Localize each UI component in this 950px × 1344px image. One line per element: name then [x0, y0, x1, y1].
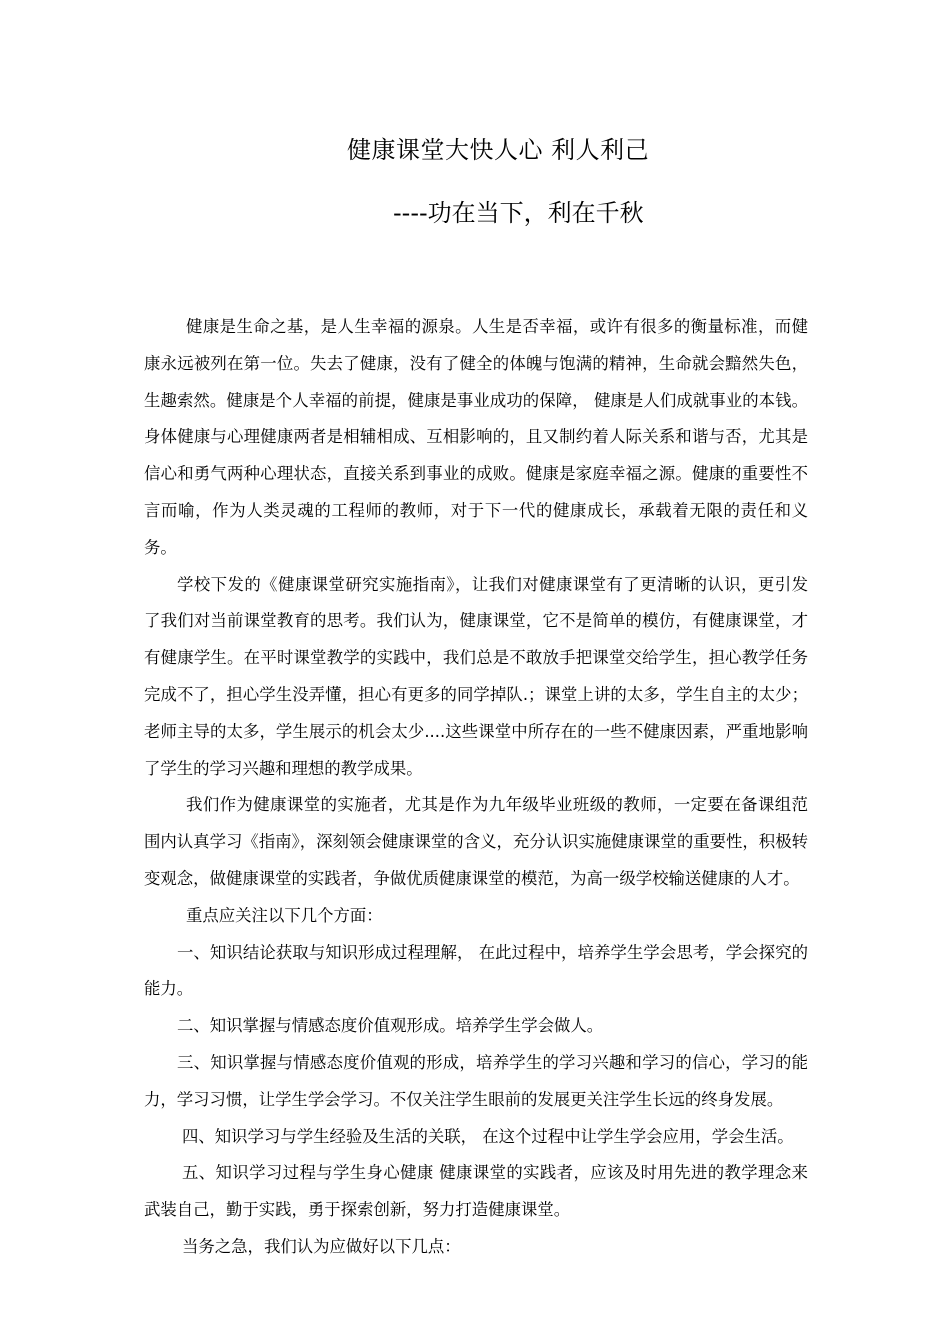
- document-body: [144, 309, 808, 1266]
- list-item-four: 四、知识学习与学生经验及生活的关联， 在这个过程中让学生学会应用，学会生活。: [182, 1126, 794, 1146]
- document-subtitle: ----功在当下，利在千秋: [393, 199, 644, 227]
- paragraph-implementers: 我们作为健康课堂的实施者，尤其是作为九年级毕业班级的教师，一定要在备课组范围内认真学习《指南》，深刻领会健康课堂的含义，充分认识实施健康课堂的重要性，积极转变观念，做健康课堂的实践者，争做优质健康课堂的模范，为高一级学校输送健康的人才。: [144, 795, 808, 888]
- list-item-five: 五、知识学习过程与学生身心健康 健康课堂的实践者，应该及时用先进的教学理念来武装自己，勤于实践，勇于探索创新，努力打造健康课堂。: [144, 1163, 808, 1220]
- list-item-three: 三、知识掌握与情感态度价值观的形成，培养学生的学习兴趣和学习的信心，学习的能力，学习习惯，让学生学会学习。不仅关注学生眼前的发展更关注学生长远的终身发展。: [144, 1052, 808, 1109]
- paragraph-health-foundation: 健康是生命之基，是人生幸福的源泉。人生是否幸福，或许有很多的衡量标准，而健康永远被列在第一位。失去了健康，没有了健全的体魄与饱满的精神，生命就会黯然失色，生趣索然。健康是个人幸福的前提，健康是事业成功的保障， 健康是人们成就事业的本钱。身体健康与心理健康两者是相辅相成、互相影响的，且又制约着人际关系和谐与否，尤其是信心和勇气两种心理状态，直接关系到事业的成败。健康是家庭幸福之源。健康的重要性不言而喻，作为人类灵魂的工程师的教师，对于下一代的健康成长，承载着无限的责任和义务。: [144, 317, 808, 557]
- paragraph-school-guide: 学校下发的《健康课堂研究实施指南》，让我们对健康课堂有了更清晰的认识，更引发了我们对当前课堂教育的思考。我们认为，健康课堂，它不是简单的模仿，有健康课堂，才有健康学生。在平时课堂教学的实践中，我们总是不敢放手把课堂交给学生，担心教学任务完成不了，担心学生没弄懂，担心有更多的同学掉队.；课堂上讲的太多，学生自主的太少；老师主导的太多，学生展示的机会太少....这些课堂中所存在的一些不健康因素，严重地影响了学生的学习兴趣和理想的教学成果。: [144, 574, 808, 778]
- list-item-one: 一、知识结论获取与知识形成过程理解， 在此过程中，培养学生学会思考，学会探究的能力。: [144, 942, 808, 999]
- document-title: 健康课堂大快人心 利人利己: [347, 136, 650, 164]
- paragraph-focus-heading: 重点应关注以下几个方面：: [186, 905, 383, 925]
- paragraph-urgent-tasks: 当务之急，我们认为应做好以下几点：: [182, 1236, 461, 1256]
- list-item-two: 二、知识掌握与情感态度价值观形成。培养学生学会做人。: [177, 1016, 604, 1036]
